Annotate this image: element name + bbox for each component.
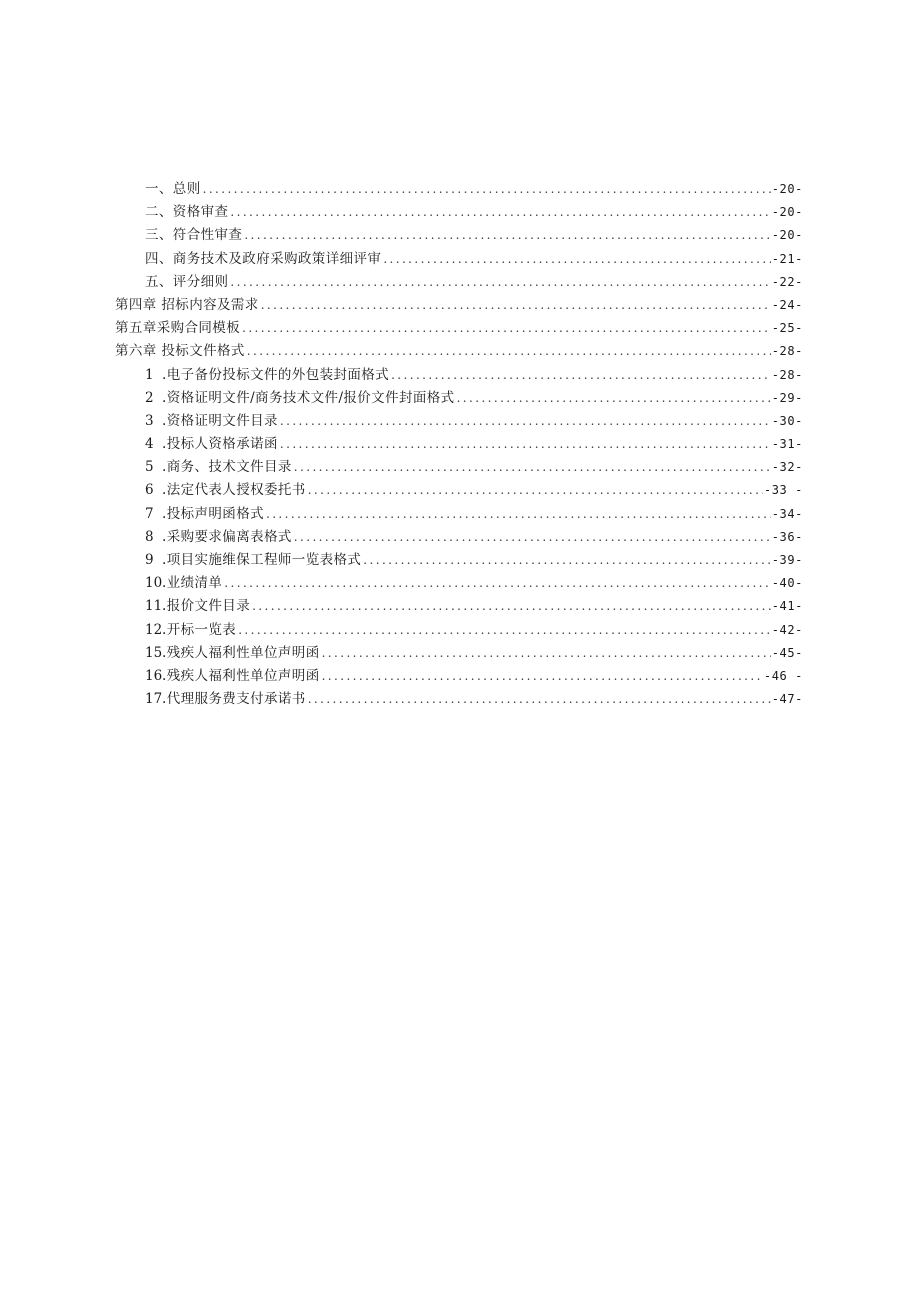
toc-row[interactable] [0, 294, 920, 317]
toc-title: .报价文件目录 [162, 598, 251, 615]
toc-title: .商务、技术文件目录 [162, 459, 292, 476]
toc-title: .资格证明文件目录 [162, 412, 278, 429]
toc-leader [228, 201, 770, 224]
toc-row[interactable] [0, 503, 920, 526]
toc-title: .投标人资格承诺函 [162, 436, 278, 453]
toc-title: .采购要求偏离表格式 [162, 528, 292, 545]
toc-page-number: -46 - [763, 668, 803, 683]
toc-leader [240, 317, 771, 340]
toc-item-number: 16 [145, 667, 163, 684]
toc-row[interactable] [0, 665, 920, 688]
toc-title: 一、总则 [145, 181, 201, 197]
toc-leader [228, 271, 770, 294]
toc-row[interactable] [0, 410, 920, 433]
table-of-contents [0, 178, 920, 711]
toc-leader [306, 479, 763, 502]
toc-leader [306, 688, 771, 711]
toc-title: .法定代表人授权委托书 [162, 482, 306, 499]
toc-row[interactable] [0, 387, 920, 410]
toc-row[interactable] [0, 364, 920, 387]
toc-leader [222, 572, 770, 595]
toc-leader [201, 178, 771, 201]
toc-title: 第六章 投标文件格式 [115, 343, 245, 360]
toc-leader [242, 224, 770, 247]
toc-page-number: -29- [771, 390, 803, 405]
toc-title: .投标声明函格式 [162, 505, 264, 522]
toc-leader [245, 340, 771, 363]
toc-item-number: 11 [145, 598, 163, 615]
toc-title: 第四章 招标内容及需求 [115, 296, 259, 313]
toc-leader [361, 549, 770, 572]
toc-leader [292, 526, 771, 549]
toc-leader [236, 619, 770, 642]
toc-page-number: -41- [771, 599, 803, 614]
toc-page-number: -31- [771, 437, 803, 452]
toc-row[interactable] [0, 340, 920, 363]
toc-item-number: 1 [145, 366, 154, 383]
toc-page-number: -25- [771, 321, 803, 336]
toc-leader [320, 642, 771, 665]
toc-item-number: 3 [145, 412, 154, 429]
toc-title: .残疾人福利性单位声明函 [162, 644, 320, 661]
toc-item-number: 2 [145, 389, 154, 406]
toc-item-number: 9 [145, 552, 154, 568]
toc-row[interactable] [0, 619, 920, 642]
toc-page-number: -34- [771, 506, 803, 521]
toc-row[interactable] [0, 595, 920, 618]
toc-page-number: -20- [771, 205, 803, 220]
toc-page-number: -36- [771, 529, 803, 544]
toc-page-number: -32- [771, 460, 803, 475]
toc-item-number: 8 [145, 528, 154, 545]
toc-page-number: -21- [771, 251, 803, 266]
toc-page-number: -39- [771, 553, 803, 567]
toc-leader [381, 248, 770, 271]
toc-row[interactable] [0, 479, 920, 502]
toc-page-number: -40- [771, 576, 803, 591]
toc-title: 五、评分细则 [145, 273, 229, 290]
toc-leader [278, 433, 771, 456]
toc-page-number: -28- [771, 344, 803, 359]
toc-title: 四、商务技术及政府采购政策详细评审 [145, 250, 382, 267]
toc-item-number: 12 [145, 621, 163, 638]
toc-item-number: 6 [145, 482, 154, 499]
toc-title: 三、符合性审查 [145, 227, 243, 244]
toc-row[interactable] [0, 317, 920, 340]
toc-row[interactable] [0, 456, 920, 479]
toc-page-number: -33 - [763, 483, 803, 498]
toc-row[interactable] [0, 688, 920, 711]
toc-title: 第五章采购合同模板 [115, 320, 241, 337]
toc-leader [264, 503, 771, 526]
toc-row[interactable] [0, 526, 920, 549]
toc-page-number: -28- [771, 367, 803, 382]
toc-item-number: 10 [145, 575, 163, 592]
toc-leader [455, 387, 771, 410]
toc-title: .残疾人福利性单位声明函 [162, 667, 320, 684]
toc-leader [259, 294, 771, 317]
toc-row[interactable] [0, 642, 920, 665]
toc-leader [278, 410, 771, 433]
toc-page-number: -42- [771, 622, 803, 637]
toc-title: .业绩清单 [162, 575, 223, 592]
toc-title: .资格证明文件/商务技术文件/报价文件封面格式 [162, 389, 455, 406]
toc-item-number: 5 [145, 459, 154, 476]
toc-title: .项目实施维保工程师一览表格式 [162, 552, 362, 568]
toc-page-number: -20- [771, 182, 803, 196]
toc-page-number: -20- [771, 228, 803, 243]
toc-leader [292, 456, 771, 479]
toc-title: .电子备份投标文件的外包装封面格式 [162, 366, 390, 383]
toc-row[interactable] [0, 248, 920, 271]
toc-row[interactable] [0, 433, 920, 456]
toc-item-number: 4 [145, 436, 154, 453]
toc-page-number: -30- [771, 413, 803, 428]
toc-title: .开标一览表 [162, 621, 237, 638]
toc-leader [320, 665, 763, 688]
toc-title: .代理服务费支付承诺书 [162, 691, 306, 708]
toc-page-number: -47- [771, 692, 803, 707]
toc-item-number: 7 [145, 505, 154, 522]
toc-row[interactable] [0, 178, 920, 201]
toc-page-number: -22- [771, 274, 803, 289]
toc-item-number: 17 [145, 691, 163, 708]
toc-item-number: 15 [145, 644, 163, 661]
toc-title: 二、资格审查 [145, 204, 229, 221]
toc-page-number: -45- [771, 645, 803, 660]
toc-page-number: -24- [771, 297, 803, 312]
toc-row[interactable] [0, 271, 920, 294]
toc-row[interactable] [0, 549, 920, 572]
toc-leader [389, 364, 771, 387]
toc-row[interactable] [0, 572, 920, 595]
toc-leader [250, 595, 771, 618]
toc-row[interactable] [0, 224, 920, 247]
toc-row[interactable] [0, 201, 920, 224]
